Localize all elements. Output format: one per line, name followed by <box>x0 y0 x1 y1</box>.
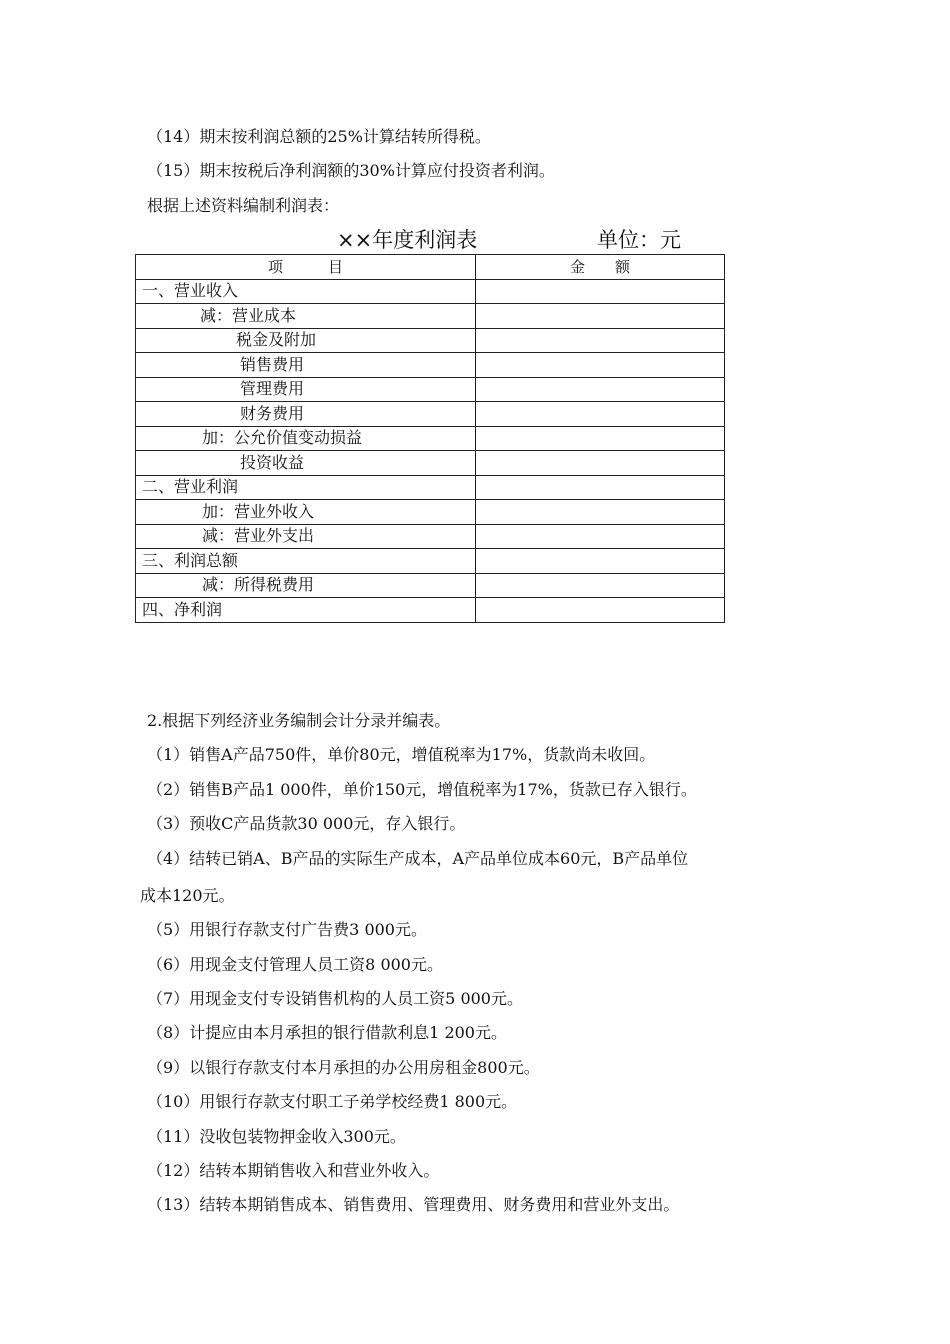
income-statement-table <box>135 254 725 623</box>
amount-cell <box>476 573 725 598</box>
exercise-item-3: （3）预收C产品货款30 000元，存入银行。 <box>147 814 466 833</box>
row-label: 四、净利润 <box>136 598 476 623</box>
exercise-item-4: （4）结转已销A、B产品的实际生产成本，A产品单位成本60元，B产品单位 <box>147 849 689 868</box>
table-row <box>136 402 725 427</box>
amount-cell <box>476 549 725 574</box>
row-label: 减：营业外支出 <box>136 524 476 549</box>
table-row <box>136 475 725 500</box>
exercise-item-11: （11）没收包装物押金收入300元。 <box>147 1127 406 1146</box>
amount-cell <box>476 402 725 427</box>
table-header-row <box>136 255 725 280</box>
table-row <box>136 573 725 598</box>
exercise-item-8: （8）计提应由本月承担的银行借款利息1 200元。 <box>147 1023 507 1042</box>
table-row <box>136 304 725 329</box>
row-label: 加：公允价值变动损益 <box>136 426 476 451</box>
amount-cell <box>476 451 725 476</box>
amount-cell <box>476 475 725 500</box>
exercise-item-4-continued: 成本120元。 <box>140 886 235 905</box>
report-unit: 单位：元 <box>597 228 681 252</box>
table-row <box>136 598 725 623</box>
intro-line-15: （15）期末按税后净利润额的30%计算应付投资者利润。 <box>147 161 555 180</box>
row-label: 三、利润总额 <box>136 549 476 574</box>
table-row <box>136 451 725 476</box>
intro-line-instruction: 根据上述资料编制利润表： <box>147 196 340 215</box>
table-row <box>136 279 725 304</box>
row-label: 加：营业外收入 <box>136 500 476 525</box>
header-amount: 金 额 <box>476 255 725 280</box>
table-row <box>136 426 725 451</box>
row-label: 财务费用 <box>136 402 476 427</box>
exercise-item-9: （9）以银行存款支付本月承担的办公用房租金800元。 <box>147 1058 540 1077</box>
row-label: 税金及附加 <box>136 328 476 353</box>
exercise-item-7: （7）用现金支付专设销售机构的人员工资5 000元。 <box>147 989 523 1008</box>
table-row <box>136 549 725 574</box>
exercise-item-10: （10）用银行存款支付职工子弟学校经费1 800元。 <box>147 1092 518 1111</box>
amount-cell <box>476 353 725 378</box>
table-row <box>136 500 725 525</box>
row-label: 减：所得税费用 <box>136 573 476 598</box>
exercise-item-1: （1）销售A产品750件，单价80元，增值税率为17%，货款尚未收回。 <box>147 745 656 764</box>
row-label: 一、营业收入 <box>136 279 476 304</box>
amount-cell <box>476 500 725 525</box>
intro-line-14: （14）期末按利润总额的25%计算结转所得税。 <box>147 127 491 146</box>
row-label: 减：营业成本 <box>136 304 476 329</box>
exercise-item-5: （5）用银行存款支付广告费3 000元。 <box>147 920 427 939</box>
table-row <box>136 524 725 549</box>
row-label: 投资收益 <box>136 451 476 476</box>
exercise-item-6: （6）用现金支付管理人员工资8 000元。 <box>147 955 443 974</box>
table-row <box>136 328 725 353</box>
exercise-item-12: （12）结转本期销售收入和营业外收入。 <box>147 1161 440 1180</box>
amount-cell <box>476 304 725 329</box>
amount-cell <box>476 377 725 402</box>
amount-cell <box>476 279 725 304</box>
amount-cell <box>476 426 725 451</box>
table-row <box>136 353 725 378</box>
row-label: 管理费用 <box>136 377 476 402</box>
report-title: ××年度利润表 <box>337 228 478 252</box>
exercise-heading: 2.根据下列经济业务编制会计分录并编表。 <box>147 711 451 730</box>
header-item: 项 目 <box>136 255 476 280</box>
exercise-item-2: （2）销售B产品1 000件，单价150元，增值税率为17%，货款已存入银行。 <box>147 780 697 799</box>
table-row <box>136 377 725 402</box>
amount-cell <box>476 524 725 549</box>
amount-cell <box>476 598 725 623</box>
amount-cell <box>476 328 725 353</box>
exercise-item-13: （13）结转本期销售成本、销售费用、管理费用、财务费用和营业外支出。 <box>147 1195 680 1214</box>
row-label: 销售费用 <box>136 353 476 378</box>
row-label: 二、营业利润 <box>136 475 476 500</box>
